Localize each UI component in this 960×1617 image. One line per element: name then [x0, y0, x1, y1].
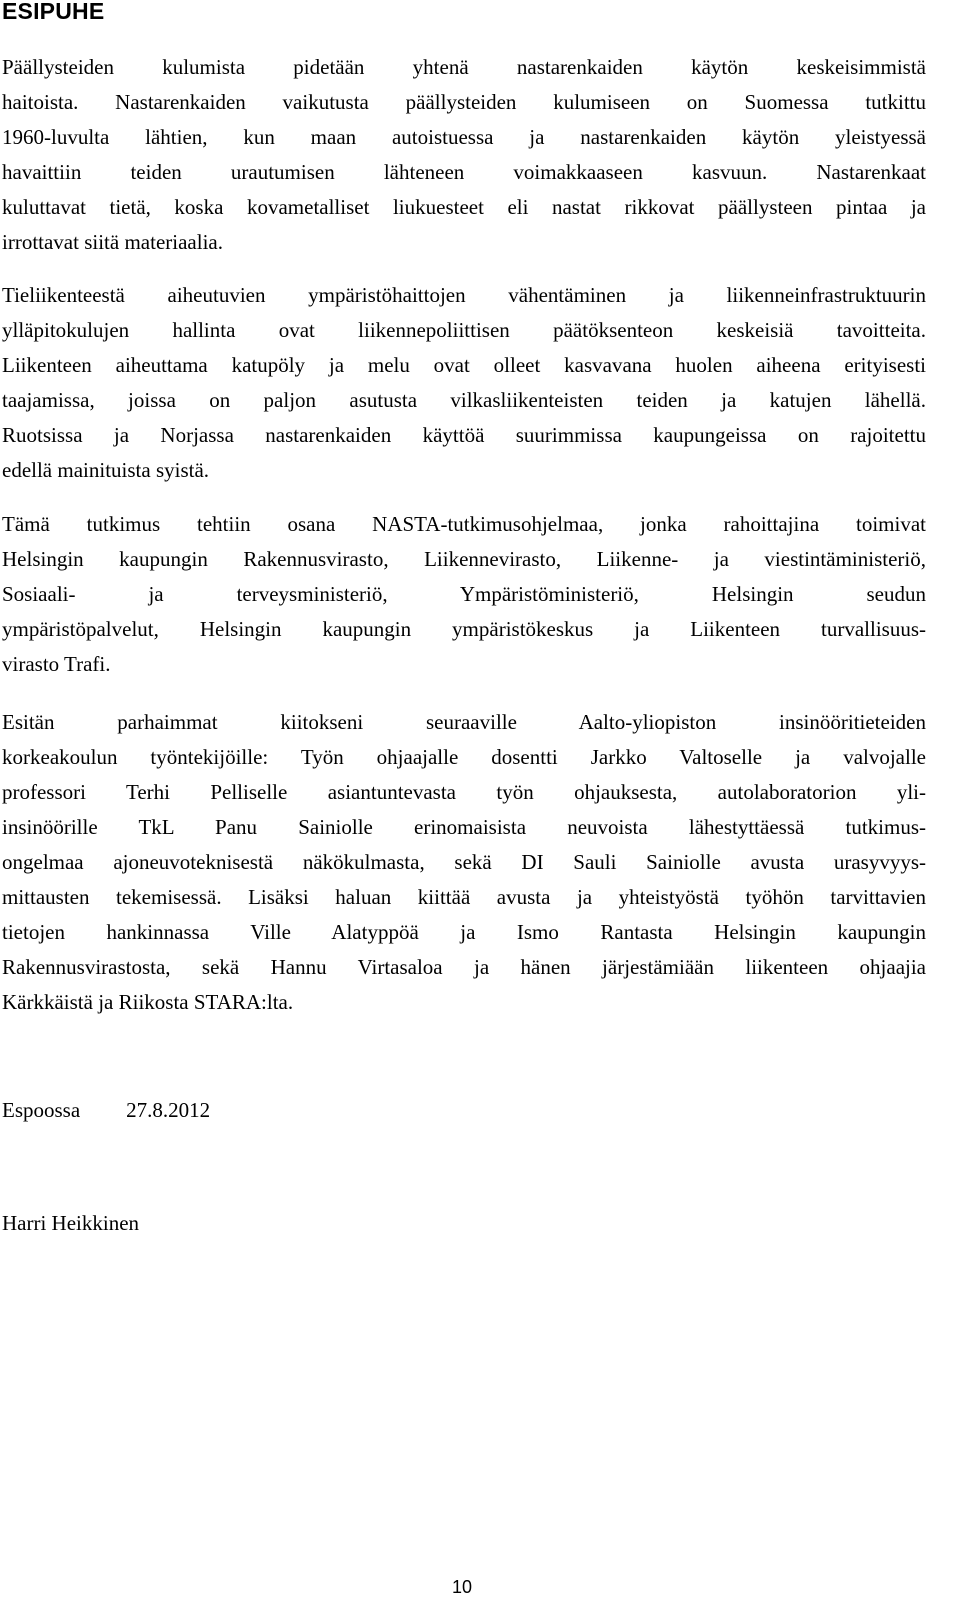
paragraph-line: korkeakoulun työntekijöille: Työn ohjaajalle dosentti Jarkko Valtoselle ja valvojalle [2, 745, 926, 769]
paragraph-line: taajamissa, joissa on paljon asutusta vilkasliikenteisten teiden ja katujen lähellä. [2, 388, 926, 412]
paragraph-3 [2, 507, 926, 682]
place: Espoossa [2, 1098, 81, 1122]
paragraph-line: Liikenteen aiheuttama katupöly ja melu ovat olleet kasvavana huolen aiheena erityisesti [2, 353, 926, 377]
paragraph-line: Esitän parhaimmat kiitokseni seuraaville Aalto-yliopiston insinööritieteiden [2, 710, 926, 734]
paragraph-line: havaittiin teiden urautumisen lähteneen voimakkaaseen kasvuun. Nastarenkaat [2, 160, 926, 184]
paragraph-2 [2, 278, 926, 488]
paragraph-line: Tieliikenteestä aiheutuvien ympäristöhaittojen vähentäminen ja liikenneinfrastruktuurin [2, 283, 926, 307]
paragraph-line: kuluttavat tietä, koska kovametalliset liukuesteet eli nastat rikkovat päällysteen pintaa ja [2, 195, 926, 219]
paragraph-line: Sosiaali- ja terveysministeriö, Ympäristöministeriö, Helsingin seudun [2, 582, 926, 606]
paragraph-line: insinöörille TkL Panu Sainiolle erinomaisista neuvoista lähestyttäessä tutkimus- [2, 815, 926, 839]
paragraph-line: edellä mainituista syistä. [2, 458, 210, 482]
paragraph-line: Ruotsissa ja Norjassa nastarenkaiden käyttöä suurimmissa kaupungeissa on rajoitettu [2, 423, 926, 447]
paragraph-line: Helsingin kaupungin Rakennusvirasto, Liikennevirasto, Liikenne- ja viestintäministeriö, [2, 547, 926, 571]
paragraph-line: ongelmaa ajoneuvoteknisestä näkökulmasta, sekä DI Sauli Sainiolle avusta urasyvyys- [2, 850, 926, 874]
paragraph-line: ympäristöpalvelut, Helsingin kaupungin ympäristökeskus ja Liikenteen turvallisuus- [2, 617, 926, 641]
paragraph-line: Rakennusvirastosta, sekä Hannu Virtasaloa ja hänen järjestämiään liikenteen ohjaajia [2, 955, 926, 979]
paragraph-line: virasto Trafi. [2, 652, 111, 676]
paragraph-line: mittausten tekemisessä. Lisäksi haluan kiittää avusta ja yhteistyöstä työhön tarvittavien [2, 885, 926, 909]
paragraph-line: 1960-luvulta lähtien, kun maan autoistuessa ja nastarenkaiden käytön yleistyessä [2, 125, 926, 149]
paragraph-line: Tämä tutkimus tehtiin osana NASTA-tutkimusohjelmaa, jonka rahoittajina toimivat [2, 512, 926, 536]
signer-name: Harri Heikkinen [2, 1211, 140, 1235]
paragraph-line: professori Terhi Pelliselle asiantuntevasta työn ohjauksesta, autolaboratorion yli- [2, 780, 926, 804]
date: 27.8.2012 [126, 1098, 211, 1122]
paragraph-4 [2, 705, 926, 1020]
paragraph-line: ylläpitokulujen hallinta ovat liikennepoliittisen päätöksenteon keskeisiä tavoitteita. [2, 318, 926, 342]
paragraph-line: tietojen hankinnassa Ville Alatyppöä ja Ismo Rantasta Helsingin kaupungin [2, 920, 926, 944]
paragraph-1 [2, 50, 926, 260]
paragraph-line: haitoista. Nastarenkaiden vaikutusta päällysteiden kulumiseen on Suomessa tutkittu [2, 90, 926, 114]
page-number: 10 [452, 1577, 473, 1597]
place-and-date [2, 1095, 210, 1125]
paragraph-line: irrottavat siitä materiaalia. [2, 230, 223, 254]
paragraph-line: Päällysteiden kulumista pidetään yhtenä nastarenkaiden käytön keskeisimmistä [2, 55, 926, 79]
section-heading: ESIPUHE [2, 0, 105, 24]
paragraph-line: Kärkkäistä ja Riikosta STARA:lta. [2, 990, 294, 1014]
